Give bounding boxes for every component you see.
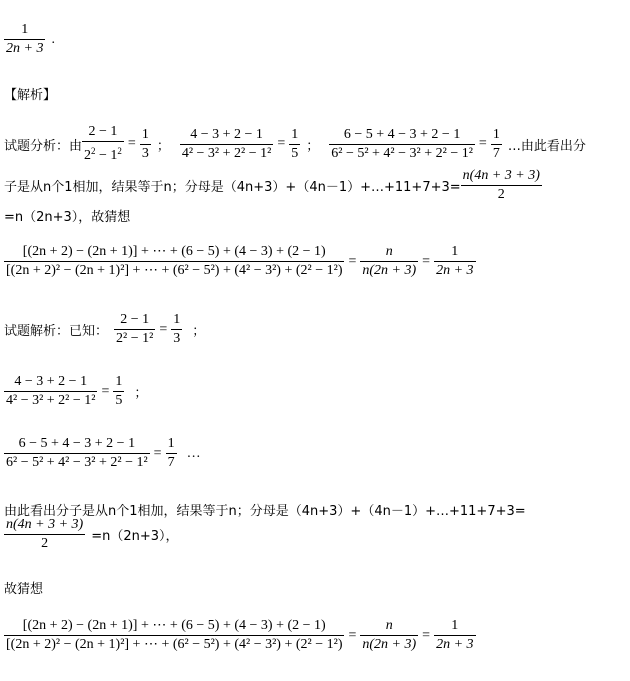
equals-sign: = xyxy=(101,383,110,399)
analysis-result-2 xyxy=(289,127,300,162)
big-result-2 xyxy=(434,244,475,279)
answer-fraction xyxy=(4,22,45,57)
result-numerator: 1 xyxy=(167,436,175,451)
analysis-line-3: =n（2n+3），故猜想 xyxy=(4,210,131,225)
result-denominator: 2n + 3 xyxy=(436,263,474,278)
big-result-2 xyxy=(434,618,475,653)
equals-sign: = xyxy=(422,253,431,269)
equals-sign: = xyxy=(348,627,357,643)
solution-frac-1 xyxy=(114,312,155,347)
semicolon: ； xyxy=(156,138,170,154)
analysis-frac-1 xyxy=(82,124,124,164)
result-denominator: 3 xyxy=(141,145,149,161)
analysis-result-3 xyxy=(491,127,502,162)
frac-numerator: 4 − 3 + 2 − 1 xyxy=(14,374,88,389)
frac-denominator: 6² − 5² + 4² − 3² + 2² − 1² xyxy=(331,145,473,161)
big-formula-1 xyxy=(4,244,476,279)
solution-frac-3 xyxy=(4,436,150,471)
solution-result-1 xyxy=(171,312,182,347)
result-denominator: 3 xyxy=(173,331,181,346)
result-denominator: n(2n + 3) xyxy=(362,637,417,652)
big-formula-2 xyxy=(4,618,476,653)
solution-line-5 xyxy=(4,517,179,552)
solution-line-4: 由此看出分子是从n个1相加，结果等于n；分母是（4n+3）+（4n－1）+…+11+7+3= xyxy=(4,504,526,519)
result-denominator: 5 xyxy=(115,393,123,408)
analysis-label: 试题分析：由 xyxy=(4,138,83,154)
analysis-line-2-text: 子是从n个1相加，结果等于n；分母是（4n+3）+（4n－1）+…+11+7+3= xyxy=(4,180,461,195)
big-formula-fraction xyxy=(4,618,344,653)
solution-line-3 xyxy=(4,436,201,471)
result-denominator: 7 xyxy=(492,145,500,161)
frac-denominator: 2 xyxy=(497,187,505,202)
solution-frac-2 xyxy=(4,374,97,409)
equals-sign: = xyxy=(348,253,357,269)
frac-denominator: 4² − 3² + 2² − 1² xyxy=(181,145,272,161)
result-denominator: 5 xyxy=(291,145,299,161)
solution-line-2 xyxy=(4,374,147,409)
result-numerator: 1 xyxy=(173,312,181,327)
analysis-tail: …由此看出分 xyxy=(507,138,586,154)
equals-sign: = xyxy=(159,321,168,337)
solution-sum-fraction xyxy=(4,517,85,552)
result-numerator: n xyxy=(385,618,393,633)
answer-period: . xyxy=(51,31,55,47)
frac-numerator: n(4n + 3 + 3) xyxy=(6,517,84,532)
result-numerator: 1 xyxy=(141,126,149,142)
top-answer xyxy=(4,22,55,57)
equals-sign: = xyxy=(422,627,431,643)
solution-label: 试题解析：已知： xyxy=(4,324,109,339)
solution-result-2 xyxy=(113,374,124,409)
result-denominator: 7 xyxy=(167,455,175,470)
solution-line-1 xyxy=(4,312,205,347)
frac-numerator: n(4n + 3 + 3) xyxy=(462,168,540,183)
answer-denominator: 2n + 3 xyxy=(6,41,44,56)
frac-numerator: 6 − 5 + 4 − 3 + 2 − 1 xyxy=(343,126,461,142)
answer-numerator: 1 xyxy=(21,22,29,37)
guess-label: 故猜想 xyxy=(4,582,44,597)
analysis-frac-2 xyxy=(180,127,273,162)
analysis-frac-3 xyxy=(329,127,475,162)
result-numerator: 1 xyxy=(115,374,123,389)
frac-denominator: 2 xyxy=(41,536,49,551)
frac-numerator: 6 − 5 + 4 − 3 + 2 − 1 xyxy=(18,436,136,451)
result-denominator: 2n + 3 xyxy=(436,637,474,652)
analysis-result-1 xyxy=(140,127,151,162)
section-label: 【解析】 xyxy=(4,88,57,103)
big-denominator: [(2n + 2)² − (2n + 1)²] + ⋯ + (6² − 5²) + (4² − 3²) + (2² − 1²) xyxy=(6,263,343,278)
result-numerator: 1 xyxy=(451,244,459,259)
result-numerator: 1 xyxy=(291,126,299,142)
big-denominator: [(2n + 2)² − (2n + 1)²] + ⋯ + (6² − 5²) + (4² − 3²) + (2² − 1²) xyxy=(6,637,343,652)
frac-denominator: 2² − 1² xyxy=(116,331,154,346)
solution-result-3 xyxy=(166,436,177,471)
big-numerator: [(2n + 2) − (2n + 1)] + ⋯ + (6 − 5) + (4 − 3) + (2 − 1) xyxy=(22,618,326,633)
analysis-line-2-fraction xyxy=(461,168,542,203)
result-denominator: n(2n + 3) xyxy=(362,263,417,278)
frac-denominator: 6² − 5² + 4² − 3² + 2² − 1² xyxy=(6,455,148,470)
frac-numerator: 4 − 3 + 2 − 1 xyxy=(190,126,263,142)
frac-denominator: 4² − 3² + 2² − 1² xyxy=(6,393,96,408)
equals-sign: = xyxy=(478,136,487,151)
big-numerator: [(2n + 2) − (2n + 1)] + ⋯ + (6 − 5) + (4 − 3) + (2 − 1) xyxy=(22,244,326,259)
semicolon: ； xyxy=(306,138,320,154)
frac-denominator: $2^2 - 1^2$ xyxy=(84,146,122,163)
analysis-line-2 xyxy=(4,168,542,203)
big-result-1 xyxy=(360,244,418,279)
frac-numerator: 2 − 1 xyxy=(88,124,118,139)
equals-sign: = xyxy=(127,136,136,151)
semicolon: ； xyxy=(134,386,148,401)
big-formula-fraction xyxy=(4,244,344,279)
equals-sign: = xyxy=(277,136,286,151)
frac-numerator: 2 − 1 xyxy=(120,312,150,327)
big-result-1 xyxy=(360,618,418,653)
result-numerator: 1 xyxy=(492,126,500,142)
equals-sign: = xyxy=(153,445,162,461)
result-numerator: n xyxy=(385,244,393,259)
semicolon: ； xyxy=(192,324,206,339)
result-numerator: 1 xyxy=(451,618,459,633)
analysis-line-1 xyxy=(4,124,586,164)
ellipsis: … xyxy=(186,445,201,461)
solution-after-fraction: =n（2n+3）， xyxy=(91,529,179,544)
